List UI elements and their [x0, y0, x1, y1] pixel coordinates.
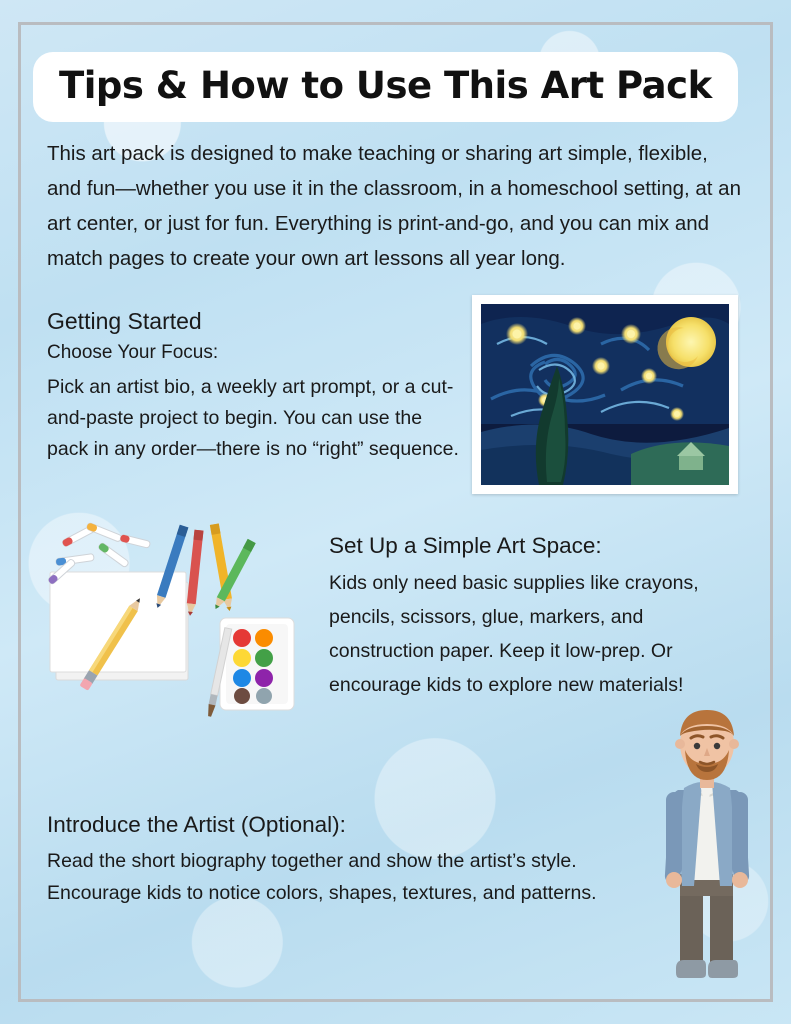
page-title: Tips & How to Use This Art Pack: [45, 58, 726, 116]
section-heading-getting-started: Getting Started: [47, 308, 202, 334]
art-supplies-illustration: [40, 520, 325, 720]
starry-night-image-frame: [472, 295, 738, 494]
section-body-introduce-artist: Read the short biography together and show the artist’s style. Encourage kids to notice colors, shapes, textures, and patterns.: [47, 850, 597, 904]
section-subheading-choose-your-focus: Choose Your Focus:: [47, 342, 219, 363]
section-heading-art-space: Set Up a Simple Art Space:: [329, 533, 602, 558]
section-heading-introduce-artist: Introduce the Artist (Optional):: [47, 812, 346, 837]
section-body-choose-your-focus: Pick an artist bio, a weekly art prompt, or a cut-and-paste project to begin. You can use the pack in any order—there is no “right” sequence.: [47, 376, 459, 460]
section-body-art-space: Kids only need basic supplies like crayons, pencils, scissors, glue, markers, and construction paper. Keep it low-prep. Or encourage kids to explore new materials!: [329, 572, 699, 696]
starry-night-painting-image: [481, 304, 729, 485]
intro-paragraph: This art pack is designed to make teaching or sharing art simple, flexible, and fun—whether you use it in the classroom, in a homeschool setting, at an art center, or just for fun. Everything is print-and-go, and you can mix and match pages to create your own art lessons all year long.: [47, 142, 741, 270]
artist-cartoon-illustration: [648, 696, 766, 992]
page-title-container: [45, 58, 745, 116]
